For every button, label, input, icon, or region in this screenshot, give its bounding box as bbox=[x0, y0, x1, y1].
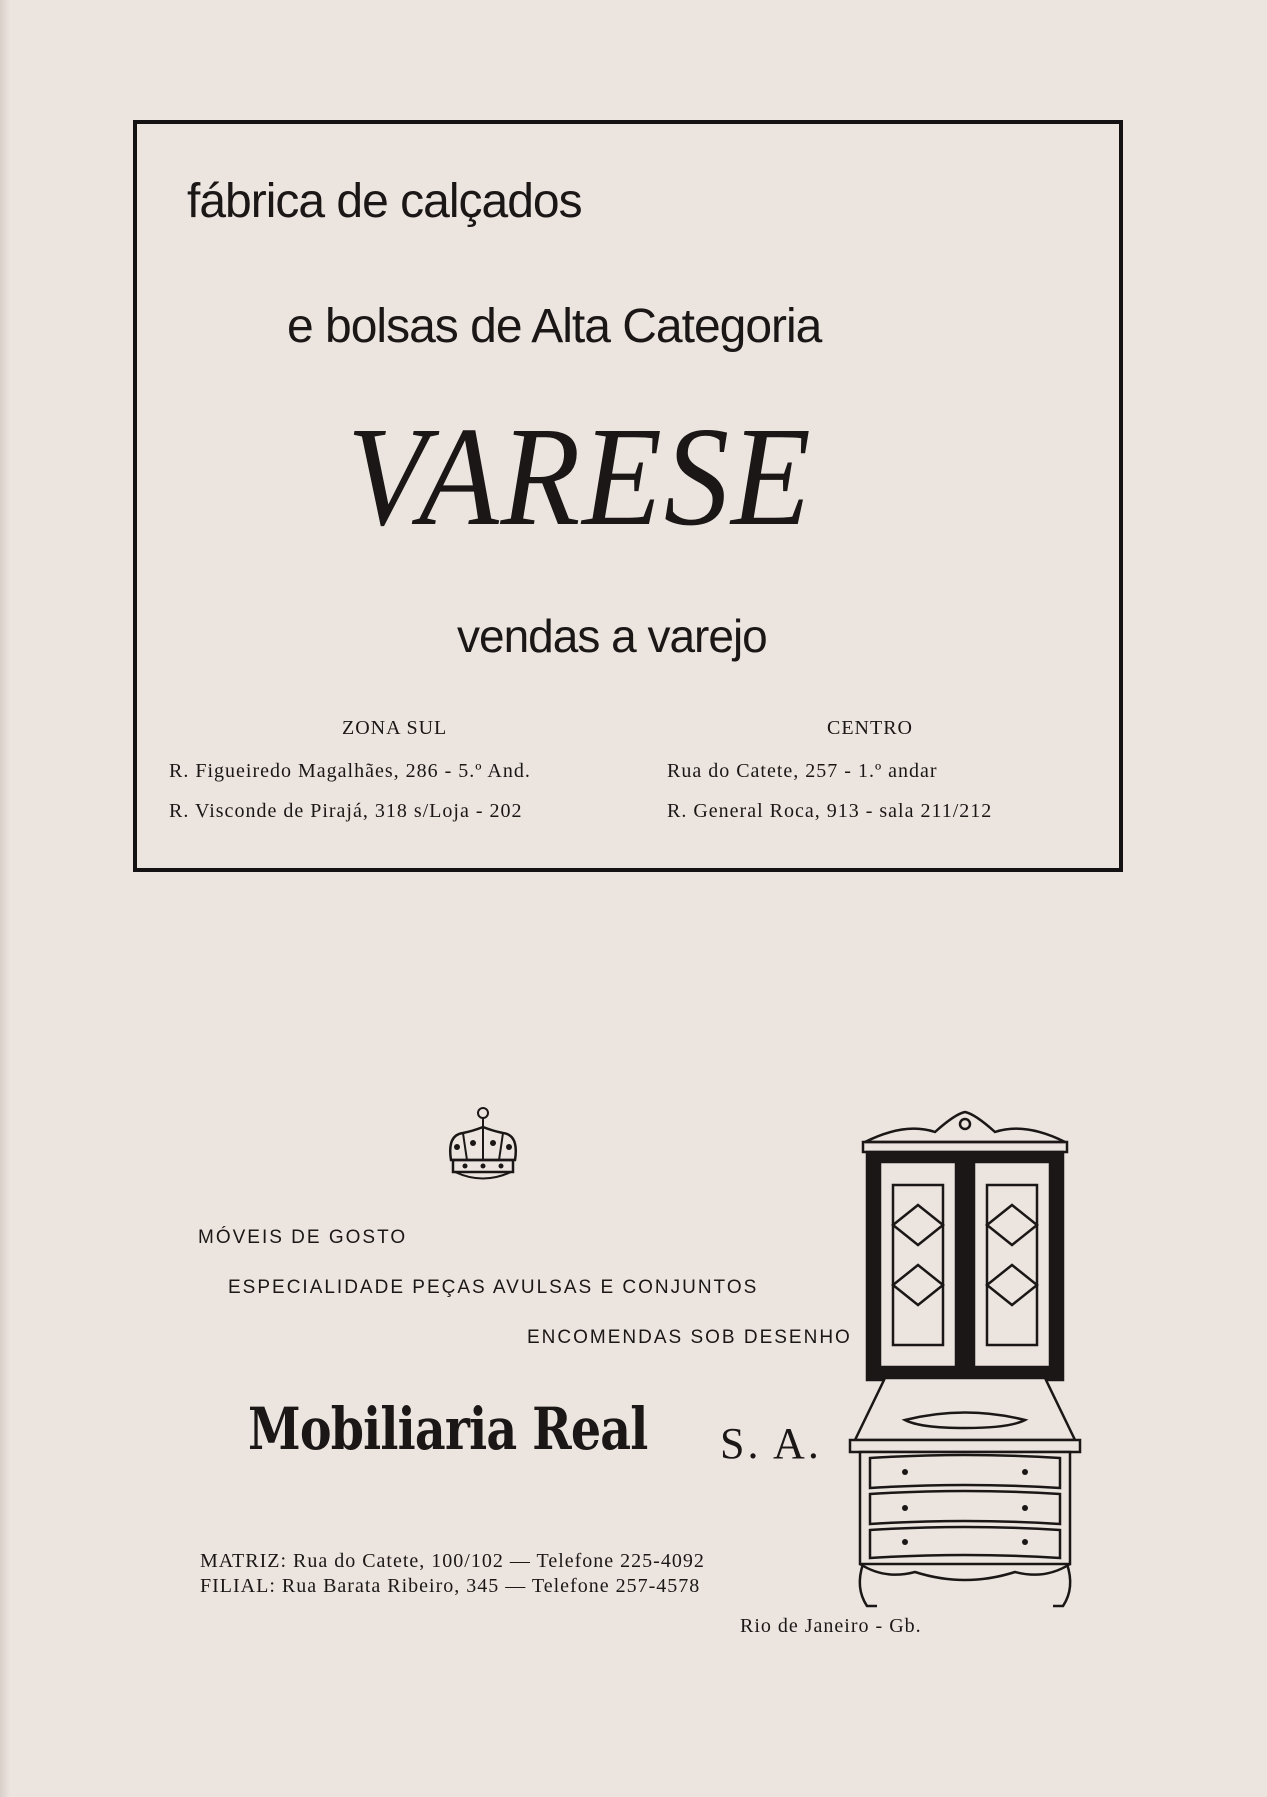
tagline-especialidade: ESPECIALIDADE PEÇAS AVULSAS E CONJUNTOS bbox=[228, 1277, 759, 1298]
mobiliaria-real-name: Mobiliaria Real bbox=[248, 1395, 648, 1463]
varese-line-bolsas: e bolsas de Alta Categoria bbox=[287, 300, 822, 353]
varese-advertisement bbox=[133, 120, 1123, 872]
varese-line-varejo: vendas a varejo bbox=[457, 610, 767, 662]
varese-brand-name: VARESE bbox=[347, 397, 813, 555]
centro-address-2: R. General Roca, 913 - sala 211/212 bbox=[667, 800, 993, 822]
tagline-encomendas: ENCOMENDAS SOB DESENHO bbox=[527, 1327, 852, 1348]
secretary-cabinet-illustration bbox=[845, 1110, 1085, 1610]
zona-sul-heading: ZONA SUL bbox=[342, 717, 448, 739]
varese-line-calcados: fábrica de calçados bbox=[187, 175, 582, 228]
filial-contact: FILIAL: Rua Barata Ribeiro, 345 — Telefone 257-4578 bbox=[200, 1575, 701, 1597]
mobiliaria-real-suffix: S. A. bbox=[720, 1419, 822, 1468]
city-location: Rio de Janeiro - Gb. bbox=[740, 1615, 922, 1637]
centro-address-1: Rua do Catete, 257 - 1.º andar bbox=[667, 760, 938, 782]
page-edge bbox=[0, 0, 10, 1797]
zona-sul-address-1: R. Figueiredo Magalhães, 286 - 5.º And. bbox=[169, 760, 531, 782]
zona-sul-address-2: R. Visconde de Pirajá, 318 s/Loja - 202 bbox=[169, 800, 523, 822]
centro-heading: CENTRO bbox=[827, 717, 913, 739]
tagline-moveis-de-gosto: MÓVEIS DE GOSTO bbox=[198, 1227, 408, 1248]
matriz-contact: MATRIZ: Rua do Catete, 100/102 — Telefone 225-4092 bbox=[200, 1550, 705, 1572]
crown-icon bbox=[443, 1105, 523, 1191]
